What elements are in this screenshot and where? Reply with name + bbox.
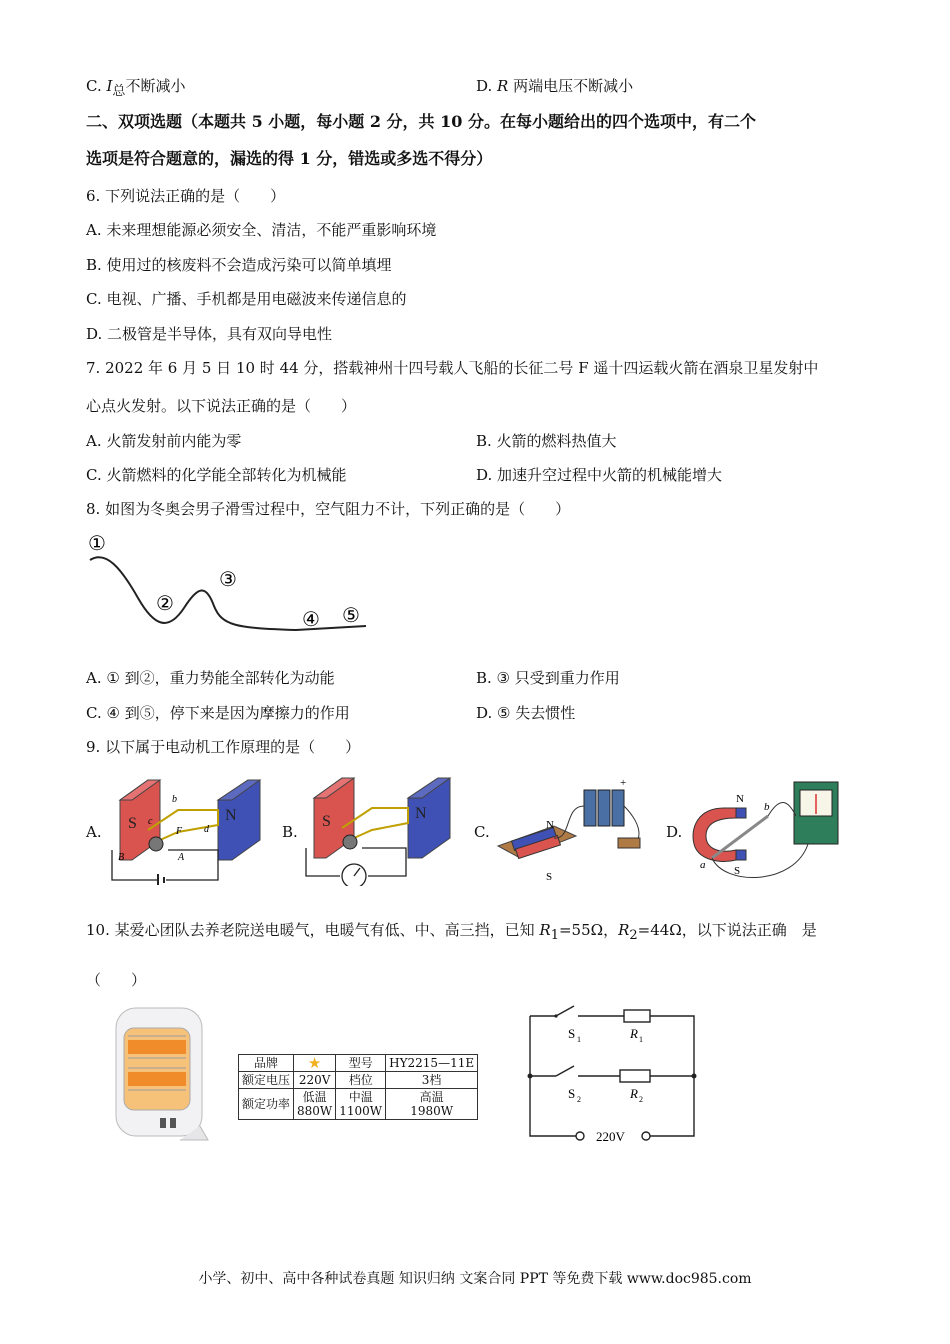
spec-mid: 中温 1100W	[336, 1089, 386, 1120]
svg-text:S: S	[734, 865, 741, 877]
q9-option-c-label: C.	[474, 823, 490, 841]
motor-diagram-a	[108, 770, 270, 885]
q8-option-d: D. ⑤ 失去惯性	[476, 704, 576, 722]
svg-text:R: R	[630, 1026, 638, 1041]
q7-stem: 7. 2022 年 6 月 5 日 10 时 44 分，搭载神州十四号载人飞船的长征二号 F 遥十四运载火箭在酒泉卫星发射中	[86, 359, 819, 377]
q6-option-c: C. 电视、广播、手机都是用电磁波来传递信息的	[86, 290, 407, 308]
svg-text:2: 2	[639, 1095, 643, 1104]
svg-text:N: N	[736, 793, 744, 805]
svg-text:S: S	[322, 813, 331, 830]
spec-model-value: HY2215—11E	[386, 1055, 478, 1072]
q8-stem: 8. 如图为冬奥会男子滑雪过程中，空气阻力不计，下列正确的是（ ）	[86, 500, 571, 518]
spec-voltage-value: 220V	[294, 1072, 336, 1089]
q7-option-a: A. 火箭发射前内能为零	[86, 432, 242, 450]
spec-gear-label: 档位	[336, 1072, 386, 1089]
q6-option-b: B. 使用过的核废料不会造成污染可以简单填埋	[86, 256, 392, 274]
q9-option-d-label: D.	[666, 823, 683, 841]
q5-option-c: C. $I_总$不断减小	[86, 77, 186, 99]
ski-track-figure	[86, 528, 386, 638]
svg-text:S: S	[568, 1086, 576, 1101]
svg-text:d: d	[204, 824, 209, 835]
induction-diagram-d	[684, 776, 852, 888]
magnetic-field-diagram-c	[494, 776, 650, 888]
svg-text:F: F	[176, 826, 183, 837]
q8-option-c: C. ④ 到⑤，停下来是因为摩擦力的作用	[86, 704, 350, 722]
q8-option-a: A. ① 到②，重力势能全部转化为动能	[86, 669, 335, 687]
q9-stem: 9. 以下属于电动机工作原理的是（ ）	[86, 738, 361, 756]
ski-label-2: ②	[156, 593, 174, 615]
svg-text:S: S	[128, 815, 137, 832]
svg-text:b: b	[764, 801, 770, 813]
q9-option-a-label: A.	[86, 823, 102, 841]
svg-text:1: 1	[639, 1035, 643, 1044]
heater-spec-table	[238, 1054, 478, 1120]
spec-gear-value: 3档	[386, 1072, 478, 1089]
spec-high: 高温 1980W	[386, 1089, 478, 1120]
svg-text:a: a	[700, 859, 706, 871]
spec-brand-label: 品牌	[239, 1055, 294, 1072]
ski-label-5: ⑤	[342, 605, 360, 627]
svg-text:N: N	[415, 805, 427, 822]
q6-option-d: D. 二极管是半导体，具有双向导电性	[86, 325, 333, 343]
q10-stem: 10. 某爱心团队去养老院送电暖气，电暖气有低、中、高三挡，已知 $R_1=55\Omega$，$R_2=44\Omega$，以下说法正确 是	[86, 921, 817, 943]
spec-power-label: 额定功率	[239, 1089, 294, 1120]
ski-label-1: ①	[88, 533, 106, 555]
q7-option-b: B. 火箭的燃料热值大	[476, 432, 617, 450]
svg-text:S: S	[546, 871, 553, 883]
spec-voltage-label: 额定电压	[239, 1072, 294, 1089]
q7-option-c: C. 火箭燃料的化学能全部转化为机械能	[86, 466, 347, 484]
svg-text:b: b	[172, 794, 177, 805]
svg-text:220V: 220V	[596, 1129, 625, 1144]
ski-label-3: ③	[219, 569, 237, 591]
q9-option-b-label: B.	[282, 823, 298, 841]
q6-stem: 6. 下列说法正确的是（ ）	[86, 187, 286, 205]
svg-text:N: N	[546, 819, 554, 831]
svg-text:B: B	[118, 852, 125, 863]
q5-option-d: D. R 两端电压不断减小	[476, 77, 634, 95]
ski-label-4: ④	[302, 609, 320, 631]
svg-text:2: 2	[577, 1095, 581, 1104]
section-2-heading-cont: 选项是符合题意的，漏选的得 1 分，错选或多选不得分）	[86, 149, 493, 168]
svg-text:A: A	[178, 852, 185, 863]
q8-option-b: B. ③ 只受到重力作用	[476, 669, 620, 687]
svg-text:+: +	[620, 777, 627, 789]
q7-option-d: D. 加速升空过程中火箭的机械能增大	[476, 466, 723, 484]
electric-heater-image	[110, 1006, 210, 1146]
svg-text:S: S	[568, 1026, 576, 1041]
svg-text:R: R	[630, 1086, 638, 1101]
brand-star-icon: ★	[294, 1055, 336, 1072]
q7-stem-cont: 心点火发射。以下说法正确的是（ ）	[86, 397, 357, 415]
spec-low: 低温 880W	[294, 1089, 336, 1120]
page-footer: 小学、初中、高中各种试卷真题 知识归纳 文案合同 PPT 等免费下载 www.doc985.com	[198, 1271, 752, 1287]
svg-text:1: 1	[577, 1035, 581, 1044]
svg-text:c: c	[148, 816, 153, 827]
spec-model-label: 型号	[336, 1055, 386, 1072]
heater-circuit-diagram	[520, 1004, 704, 1144]
q6-option-a: A. 未来理想能源必须安全、清洁，不能严重影响环境	[86, 221, 437, 239]
generator-diagram-b	[300, 768, 458, 886]
section-2-heading: 二、双项选题（本题共 5 小题，每小题 2 分，共 10 分。在每小题给出的四个选项中，有二个	[86, 112, 756, 131]
q10-stem-cont: （ ）	[86, 971, 147, 989]
svg-text:N: N	[225, 807, 237, 824]
